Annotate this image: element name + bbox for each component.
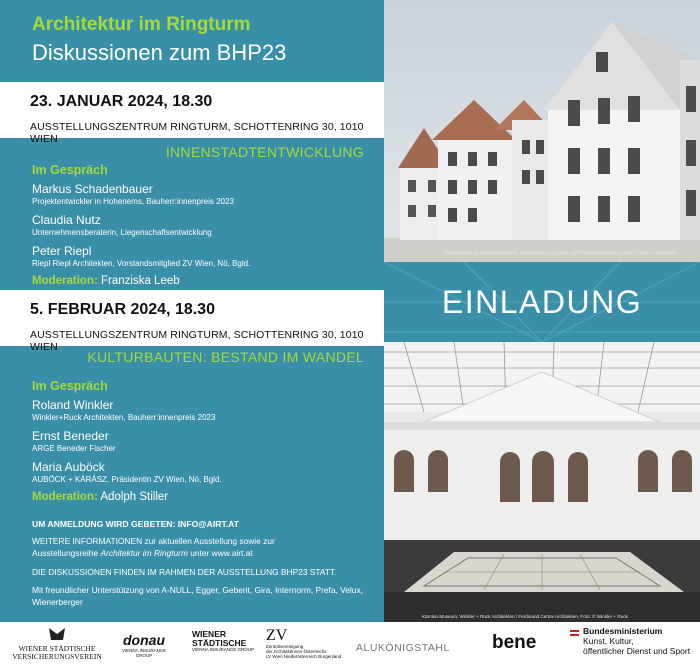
more-info-series: Architektur im Ringturm xyxy=(100,547,188,558)
exhibition-context: DIE DISKUSSIONEN FINDEN IM RAHMEN DER AUSSTELLUNG BHP23 STATT. xyxy=(32,566,337,577)
person-role: Projektentwickler in Hohenems, Bauherr:innenpreis 2023 xyxy=(32,197,234,206)
person-role: AUBÖCK + KÁRÁSZ, Präsidentin ZV Wien, Nö, Bgld. xyxy=(32,475,222,484)
invitation-title: EINLADUNG xyxy=(441,284,643,320)
event-2-panel xyxy=(32,379,372,503)
museum-hall-photo xyxy=(384,342,700,622)
event-1-person xyxy=(32,213,372,237)
donau-logo xyxy=(116,632,172,658)
photo-caption-1: Wiederbelebung Altstadt Hohenems, Schadenbauer Quartier- und Projektentwicklungs GmbH © Karin Nussbaumer xyxy=(444,250,679,255)
bm-line-1: Bundesministerium xyxy=(583,626,663,636)
series-title: Architektur im Ringturm xyxy=(32,14,251,35)
event-1-moderation xyxy=(32,275,372,287)
person-role: Unternehmensberaterin, Liegenschaftsentwicklung xyxy=(32,228,212,237)
header xyxy=(32,14,286,66)
support-note: Mit freundlicher Unterstützung von A-NULL, Egger, Geberit, Gira, Internorm, Prefa, Velux, Wienerberger xyxy=(32,585,363,608)
invitation-band xyxy=(384,262,700,342)
event-1-heading: Im Gespräch xyxy=(32,163,108,177)
info-block xyxy=(32,518,377,616)
wiener-staedtische-logo xyxy=(192,630,254,652)
austrian-flag-icon xyxy=(570,630,579,636)
person-role: Riepl Riepl Architekten, Vorstandsmitglied ZV Wien, Nö, Bgld. xyxy=(32,259,251,268)
event-2-date-band xyxy=(0,290,384,353)
moderation-label: Moderation: xyxy=(32,275,98,287)
more-info xyxy=(32,536,377,560)
event-1-panel xyxy=(32,163,372,287)
person-role: ARGE Beneder Fischer xyxy=(32,444,116,453)
event-2-person xyxy=(32,429,372,453)
ws-line-2: STÄDTISCHE xyxy=(192,637,247,648)
zv-line-1: Zentralvereinigung xyxy=(266,644,304,649)
wsv-line-2: VERSICHERUNGSVEREIN xyxy=(12,651,102,661)
event-2-person xyxy=(32,460,372,484)
person-name: Ernst Beneder xyxy=(32,429,109,443)
more-info-line-2c: unter www.airt.at xyxy=(187,547,253,558)
person-name: Maria Auböck xyxy=(32,460,105,474)
event-1-topic: INNENSTADTENTWICKLUNG xyxy=(165,144,364,160)
event-2-person xyxy=(32,398,372,422)
registration-note: UM ANMELDUNG WIRD GEBETEN: INFO@AIRT.AT xyxy=(32,519,239,529)
person-name: Peter Riepl xyxy=(32,244,92,258)
event-2-date: 5. FEBRUAR 2024, 18.30 xyxy=(30,301,215,318)
person-role: Winkler+Ruck Architekten, Bauherr:innenpreis 2023 xyxy=(32,413,216,422)
bene-logo: bene xyxy=(492,632,537,653)
moderation-label: Moderation: xyxy=(32,491,98,503)
moderator-name: Adolph Stiller xyxy=(100,491,169,503)
moderator-name: Franziska Leeb xyxy=(101,275,180,287)
event-1-person xyxy=(32,182,372,206)
ws-line-1: WIENER xyxy=(192,629,226,639)
event-2-venue: AUSSTELLUNGSZENTRUM RINGTURM, SCHOTTENRING 30, 1010 WIEN xyxy=(30,329,364,353)
event-2-topic: KULTURBAUTEN: BESTAND IM WANDEL xyxy=(87,349,364,365)
person-name: Markus Schadenbauer xyxy=(32,182,153,196)
event-2-moderation xyxy=(32,491,372,503)
wsv-line-1: WIENER STÄDTISCHE xyxy=(18,643,96,653)
more-info-line-2a: Ausstellungsreihe xyxy=(32,547,101,558)
event-2-heading: Im Gespräch xyxy=(32,379,108,393)
bundesministerium-logo xyxy=(570,626,700,657)
alukoenigstahl-logo: ALUKÖNIGSTAHL xyxy=(356,642,450,654)
photo-caption-2: Kärnten.Museum, Winkler + Ruck Architekten / Ferdinand Certov Architekten, Foto: © Winkler + Ruck xyxy=(422,614,628,619)
zv-logo xyxy=(266,628,346,660)
zv-line-2: der ArchitektInnen Österreichs xyxy=(266,649,327,655)
image-column xyxy=(384,0,700,622)
zv-line-3: LV Wien Niederösterreich Burgenland xyxy=(266,654,342,660)
event-1-date-band xyxy=(0,82,384,145)
wiener-staedtische-versicherungsverein-logo xyxy=(12,626,102,661)
ws-sub: VIENNA INSURANCE GROUP xyxy=(192,647,255,652)
more-info-line-1: WEITERE INFORMATIONEN zur aktuellen Ausstellung sowie zur xyxy=(32,536,275,547)
crest-icon xyxy=(47,626,67,642)
series-subtitle: Diskussionen zum BHP23 xyxy=(32,40,287,65)
townhouses-photo xyxy=(384,0,700,262)
event-1-venue: AUSSTELLUNGSZENTRUM RINGTURM, SCHOTTENRING 30, 1010 WIEN xyxy=(30,121,364,145)
bm-line-2: Kunst, Kultur, xyxy=(583,636,634,647)
donau-wordmark: donau xyxy=(123,632,165,648)
person-name: Roland Winkler xyxy=(32,398,114,412)
person-name: Claudia Nutz xyxy=(32,213,101,227)
donau-sub: VIENNA INSURANCE GROUP xyxy=(121,648,167,658)
event-1-date: 23. JANUAR 2024, 18.30 xyxy=(30,93,213,110)
zv-mark: ZV xyxy=(266,627,288,644)
sponsor-logo-bar xyxy=(0,622,700,667)
event-1-person xyxy=(32,244,372,268)
bm-line-3: öffentlicher Dienst und Sport xyxy=(583,646,691,657)
